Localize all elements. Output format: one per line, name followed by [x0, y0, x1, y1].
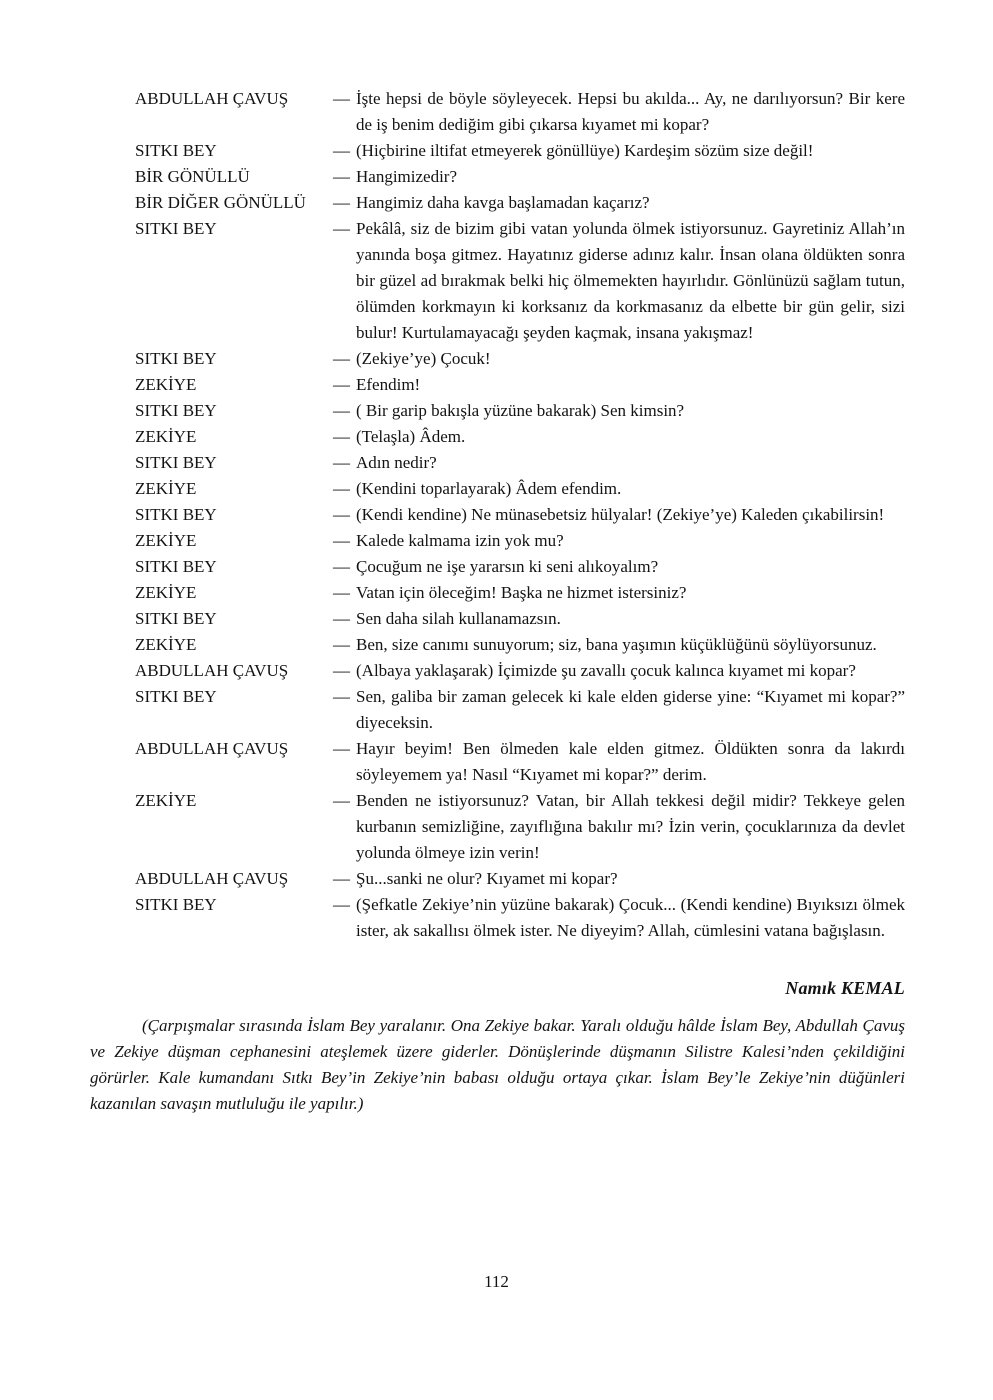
- dialogue-text: İşte hepsi de böyle söyleyecek. Hepsi bu akılda... Ay, ne darılıyorsun? Bir kere de iş benim dediğim gibi çıkarsa kıyamet mi kopar?: [356, 89, 905, 134]
- dialogue-text: Şu...sanki ne olur? Kıyamet mi kopar?: [356, 869, 618, 888]
- speaker-name: ZEKİYE: [135, 791, 197, 810]
- dialogue-text: (Telaşla) Âdem.: [356, 427, 466, 446]
- dialogue-dash: —: [333, 557, 350, 576]
- dialogue-row: [135, 580, 905, 606]
- dialogue-text: Pekâlâ, siz de bizim gibi vatan yolunda ölmek istiyorsunuz. Gayretiniz Allah’ın yanında boşa gitmez. Hayatınız giderse adınız kalır. İnsan olana öldükten sonra bir güzel ad bırakmak belki hiç ölmemekten hayırlıdır. Gönlünüzü sağlam tutun, ölümden korkmayın ki korksanız da korkmasanız da elbette bir gün gelir, sizi bulur! Kurtulamayacağı şeyden kaçmak, insana yakışmaz!: [356, 219, 905, 342]
- speaker-name: ABDULLAH ÇAVUŞ: [135, 661, 289, 680]
- dialogue-dash: —: [333, 869, 350, 888]
- dialogue-row: [135, 424, 905, 450]
- dialogue-dash: —: [333, 479, 350, 498]
- dialogue-dash: —: [333, 193, 350, 212]
- speaker-name: ZEKİYE: [135, 635, 197, 654]
- speaker-name: ZEKİYE: [135, 583, 197, 602]
- speaker-name: SITKI BEY: [135, 401, 217, 420]
- dialogue-dash: —: [333, 531, 350, 550]
- dialogue-row: [135, 398, 905, 424]
- speaker-name: SITKI BEY: [135, 609, 217, 628]
- speaker-name: ZEKİYE: [135, 531, 197, 550]
- dialogue-dash: —: [333, 349, 350, 368]
- dialogue-row: [135, 450, 905, 476]
- dialogue-dash: —: [333, 505, 350, 524]
- dialogue-text: Çocuğum ne işe yararsın ki seni alıkoyalım?: [356, 557, 659, 576]
- dialogue-text: Efendim!: [356, 375, 421, 394]
- speaker-name: ABDULLAH ÇAVUŞ: [135, 739, 289, 758]
- dialogue-text: Sen, galiba bir zaman gelecek ki kale elden giderse yine: “Kıyamet mi kopar?” diyeceksin.: [356, 687, 905, 732]
- dialogue-row: [135, 190, 905, 216]
- dialogue-dash: —: [333, 167, 350, 186]
- dialogue-dash: —: [333, 895, 350, 914]
- dialogue-dash: —: [333, 89, 350, 108]
- dialogue-text: (Şefkatle Zekiye’nin yüzüne bakarak) Çocuk... (Kendi kendine) Bıyıksızı ölmek ister, ak sakallısı ölmek ister. Ne diyeyim? Allah, cümlesini vatana bağışlasın.: [356, 895, 905, 940]
- dialogue-text: Vatan için öleceğim! Başka ne hizmet istersiniz?: [356, 583, 687, 602]
- dialogue-dash: —: [333, 739, 350, 758]
- dialogue-list: [0, 86, 993, 944]
- dialogue-dash: —: [333, 141, 350, 160]
- dialogue-row: [135, 372, 905, 398]
- speaker-name: ABDULLAH ÇAVUŞ: [135, 89, 289, 108]
- speaker-name: BİR GÖNÜLLÜ: [135, 167, 250, 186]
- dialogue-dash: —: [333, 609, 350, 628]
- page-number: 112: [484, 1272, 509, 1291]
- dialogue-text: Benden ne istiyorsunuz? Vatan, bir Allah tekkesi değil midir? Tekkeye gelen kurbanın semizliğine, zayıflığına bakılır mı? İzin verin, çocuklarınıza da devlet yolunda ölmeye izin verin!: [356, 791, 905, 862]
- dialogue-dash: —: [333, 219, 350, 238]
- dialogue-row: [135, 684, 905, 736]
- speaker-name: ZEKİYE: [135, 375, 197, 394]
- dialogue-row: [135, 866, 905, 892]
- dialogue-dash: —: [333, 375, 350, 394]
- dialogue-row: [135, 606, 905, 632]
- stage-direction: (Çarpışmalar sırasında İslam Bey yaralanır. Ona Zekiye bakar. Yaralı olduğu hâlde İslam Bey, Abdullah Çavuş ve Zekiye düşman cephanesini ateşlemek üzere giderler. Dönüşlerinde düşmanın Silistre Kalesi’nden çekildiğini görürler. Kale kumandanı Sıtkı Bey’in Zekiye’nin babası olduğu ortaya çıkar. İslam Bey’le Zekiye’nin düğünleri kazanılan savaşın mutluluğu ile yapılır.): [90, 1016, 905, 1113]
- dialogue-text: Sen daha silah kullanamazsın.: [356, 609, 561, 628]
- speaker-name: SITKI BEY: [135, 895, 217, 914]
- dialogue-row: [135, 658, 905, 684]
- speaker-name: SITKI BEY: [135, 505, 217, 524]
- dialogue-dash: —: [333, 401, 350, 420]
- dialogue-text: Kalede kalmama izin yok mu?: [356, 531, 564, 550]
- dialogue-text: Adın nedir?: [356, 453, 437, 472]
- dialogue-row: [135, 788, 905, 866]
- dialogue-text: (Albaya yaklaşarak) İçimizde şu zavallı çocuk kalınca kıyamet mi kopar?: [356, 661, 856, 680]
- speaker-name: BİR DİĞER GÖNÜLLÜ: [135, 193, 306, 212]
- dialogue-dash: —: [333, 453, 350, 472]
- dialogue-row: [135, 632, 905, 658]
- dialogue-text: Hangimizedir?: [356, 167, 458, 186]
- dialogue-row: [135, 138, 905, 164]
- speaker-name: ZEKİYE: [135, 427, 197, 446]
- dialogue-dash: —: [333, 791, 350, 810]
- dialogue-text: Ben, size canımı sunuyorum; siz, bana yaşımın küçüklüğünü söylüyorsunuz.: [356, 635, 877, 654]
- dialogue-row: [135, 346, 905, 372]
- speaker-name: ABDULLAH ÇAVUŞ: [135, 869, 289, 888]
- dialogue-text: (Hiçbirine iltifat etmeyerek gönüllüye) Kardeşim sözüm size değil!: [356, 141, 814, 160]
- speaker-name: SITKI BEY: [135, 687, 217, 706]
- dialogue-text: (Zekiye’ye) Çocuk!: [356, 349, 491, 368]
- dialogue-row: [135, 528, 905, 554]
- dialogue-text: Hayır beyim! Ben ölmeden kale elden gitmez. Öldükten sonra da lakırdı söyleyemem ya! Nasıl “Kıyamet mi kopar?” derim.: [356, 739, 905, 784]
- dialogue-row: [135, 164, 905, 190]
- dialogue-row: [135, 502, 905, 528]
- speaker-name: SITKI BEY: [135, 349, 217, 368]
- dialogue-text: (Kendini toparlayarak) Âdem efendim.: [356, 479, 622, 498]
- dialogue-row: [135, 554, 905, 580]
- dialogue-row: [135, 86, 905, 138]
- dialogue-row: [135, 216, 905, 346]
- speaker-name: SITKI BEY: [135, 219, 217, 238]
- dialogue-dash: —: [333, 661, 350, 680]
- dialogue-dash: —: [333, 635, 350, 654]
- speaker-name: SITKI BEY: [135, 141, 217, 160]
- speaker-name: SITKI BEY: [135, 453, 217, 472]
- dialogue-text: ( Bir garip bakışla yüzüne bakarak) Sen kimsin?: [356, 401, 685, 420]
- speaker-name: SITKI BEY: [135, 557, 217, 576]
- dialogue-dash: —: [333, 583, 350, 602]
- dialogue-dash: —: [333, 427, 350, 446]
- dialogue-row: [135, 892, 905, 944]
- dialogue-text: Hangimiz daha kavga başlamadan kaçarız?: [356, 193, 650, 212]
- dialogue-dash: —: [333, 687, 350, 706]
- dialogue-row: [135, 476, 905, 502]
- speaker-name: ZEKİYE: [135, 479, 197, 498]
- dialogue-row: [135, 736, 905, 788]
- author-signature: Namık KEMAL: [785, 978, 905, 998]
- dialogue-text: (Kendi kendine) Ne münasebetsiz hülyalar! (Zekiye’ye) Kaleden çıkabilirsin!: [356, 505, 885, 524]
